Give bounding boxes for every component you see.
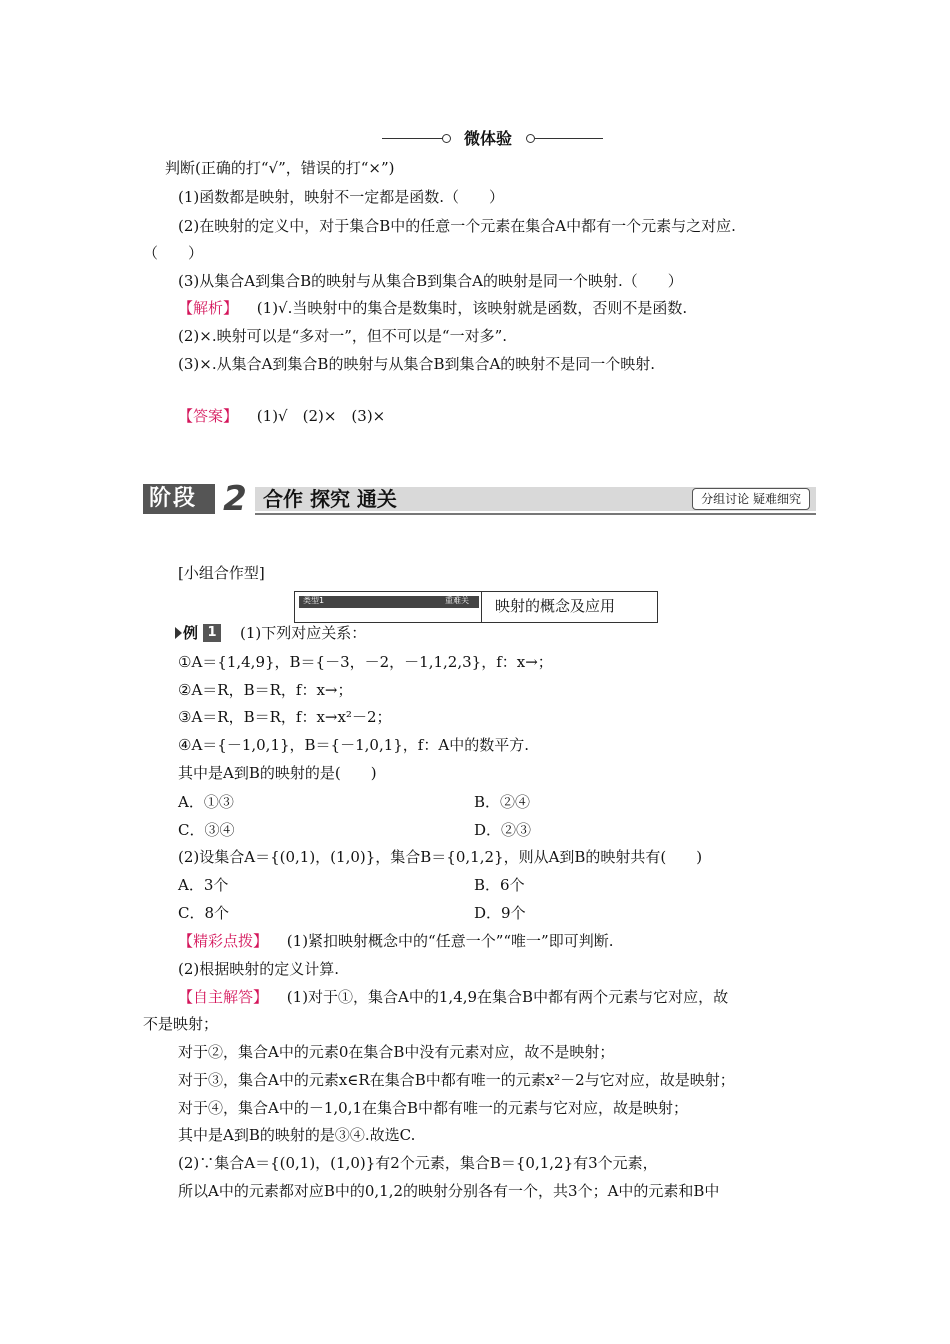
example-question-2: (2)设集合A＝{(0,1)，(1,0)}，集合B＝{0,1,2}，则从A到B的映射共有( ) bbox=[178, 848, 703, 866]
example-ask: 其中是A到B的映射的是( ) bbox=[178, 764, 377, 782]
example-item-1: ①A＝{1,4,9}，B＝{－3，－2，－1,1,2,3}，f：x→； bbox=[178, 653, 553, 671]
tips-label: 【精彩点拨】 bbox=[178, 932, 269, 950]
solve-3: 对于③，集合A中的元素x∈R在集合B中都有唯一的元素x²－2与它对应，故是映射； bbox=[178, 1071, 735, 1089]
banner-rule bbox=[253, 513, 816, 515]
type-box bbox=[294, 591, 658, 623]
group-type: [小组合作型] bbox=[178, 564, 265, 582]
title-dot-left bbox=[442, 134, 451, 143]
stage-banner bbox=[143, 479, 816, 519]
option-d: D．②③ bbox=[474, 821, 532, 839]
option-b: B．②④ bbox=[474, 793, 531, 811]
option-c: C．③④ bbox=[178, 821, 235, 839]
solve-5: 其中是A到B的映射的是③④.故选C. bbox=[178, 1126, 416, 1144]
banner-tag: 分组讨论 疑难细究 bbox=[692, 488, 810, 510]
answer-label: 【答案】 bbox=[178, 407, 239, 425]
solve-2: 对于②，集合A中的元素0在集合B中没有元素对应，故不是映射； bbox=[178, 1043, 615, 1061]
tips-1: (1)紧扣映射概念中的“任意一个”“唯一”即可判断. bbox=[286, 932, 614, 950]
question-2-blank: （ ） bbox=[143, 244, 204, 262]
q2-option-c: C．8个 bbox=[178, 904, 230, 922]
example-item-2: ②A＝R，B＝R，f：x→； bbox=[178, 681, 353, 699]
option-a: A．①③ bbox=[178, 793, 234, 811]
example-lead: (1)下列对应关系： bbox=[240, 624, 367, 642]
section-title bbox=[0, 128, 950, 150]
tips-2: (2)根据映射的定义计算. bbox=[178, 960, 340, 978]
solve-1: (1)对于①，集合A中的1,4,9在集合B中都有两个元素与它对应，故 bbox=[286, 988, 729, 1006]
example-number: 1 bbox=[203, 624, 221, 642]
answer-text: (1)√ (2)× (3)× bbox=[256, 407, 386, 425]
title-rule-left bbox=[382, 138, 444, 139]
example-item-4: ④A＝{－1,0,1}，B＝{－1,0,1}，f：A中的数平方. bbox=[178, 736, 529, 754]
question-1: (1)函数都是映射，映射不一定都是函数.（ ） bbox=[178, 188, 505, 206]
example-item-3: ③A＝R，B＝R，f：x→x²－2； bbox=[178, 708, 392, 726]
solve-label: 【自主解答】 bbox=[178, 988, 269, 1006]
question-2: (2)在映射的定义中，对于集合B中的任意一个元素在集合A中都有一个元素与之对应. bbox=[178, 217, 736, 235]
intro-text: 判断(正确的打“√”，错误的打“×”) bbox=[165, 159, 395, 177]
q2-option-b: B．6个 bbox=[474, 876, 525, 894]
q2-option-d: D．9个 bbox=[474, 904, 526, 922]
type-topic: 映射的概念及应用 bbox=[495, 597, 616, 615]
q2-option-a: A．3个 bbox=[178, 876, 229, 894]
banner-title: 合作 探究 通关 bbox=[263, 487, 397, 511]
solve-7: 所以A中的元素都对应B中的0,1,2的映射分别各有一个，共3个；A中的元素和B中 bbox=[178, 1182, 720, 1200]
stage-label: 阶段 bbox=[149, 486, 198, 511]
type-label: 类型1 bbox=[303, 596, 325, 605]
analysis-2: (2)×.映射可以是“多对一”，但不可以是“一对多”. bbox=[178, 327, 508, 345]
solve-4: 对于④，集合A中的－1,0,1在集合B中都有唯一的元素与它对应，故是映射； bbox=[178, 1099, 689, 1117]
tips-line-1 bbox=[178, 931, 614, 951]
analysis-1: (1)√.当映射中的集合是数集时，该映射就是函数，否则不是函数. bbox=[256, 299, 688, 317]
solve-1-cont: 不是映射； bbox=[143, 1015, 219, 1033]
type-divider bbox=[481, 592, 482, 622]
answer-line bbox=[178, 406, 385, 426]
question-3: (3)从集合A到集合B的映射与从集合B到集合A的映射是同一个映射.（ ） bbox=[178, 272, 683, 290]
example-label: 例 bbox=[183, 624, 199, 642]
example-arrow-icon bbox=[175, 627, 182, 639]
solve-6: (2)∵集合A＝{(0,1)，(1,0)}有2个元素，集合B＝{0,1,2}有3个元素， bbox=[178, 1154, 658, 1172]
title-dot-right bbox=[526, 134, 535, 143]
example-badge bbox=[175, 624, 227, 642]
section-title-text: 微体验 bbox=[463, 129, 512, 148]
stage-number: 2 bbox=[215, 480, 255, 518]
type-badge: 重难关 bbox=[445, 596, 469, 605]
analysis-3: (3)×.从集合A到集合B的映射与从集合B到集合A的映射不是同一个映射. bbox=[178, 355, 656, 373]
solve-line-1 bbox=[178, 987, 728, 1007]
analysis-line-1 bbox=[178, 298, 687, 318]
analysis-label: 【解析】 bbox=[178, 299, 239, 317]
title-rule-right bbox=[535, 138, 603, 139]
